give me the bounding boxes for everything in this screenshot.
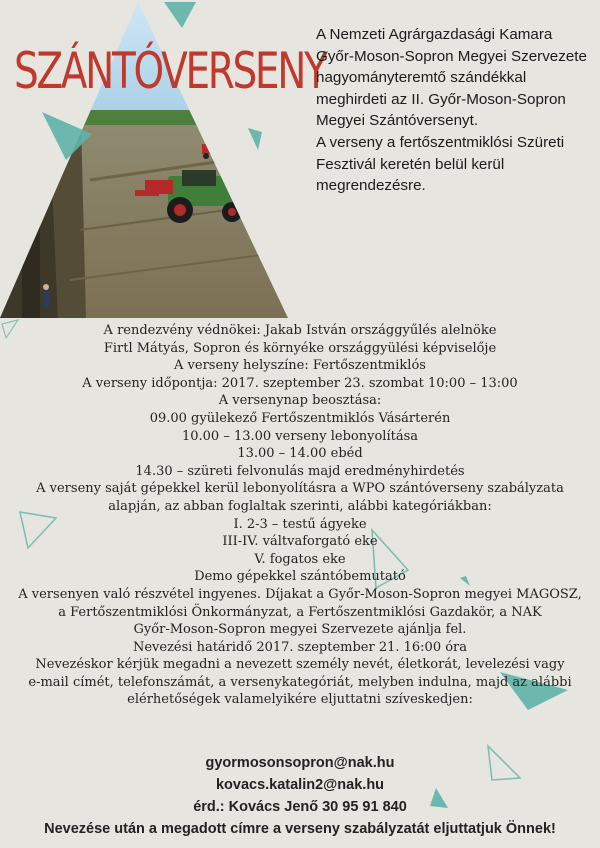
intro-line: megrendezésre. — [316, 177, 426, 195]
email-link-2[interactable]: kovacs.katalin2@nak.hu — [215, 777, 385, 793]
detail-line: 09.00 gyülekező Fertőszentmiklós Vásárterén — [149, 410, 451, 426]
detail-line: V. fogatos eke — [254, 551, 346, 567]
detail-line: elérhetőségek valamelyikére eljuttatni szíveskedjen: — [127, 692, 473, 708]
detail-line: A verseny helyszíne: Fertőszentmiklós — [174, 358, 426, 374]
detail-line: Győr-Moson-Sopron megyei Szervezete ajánlja fel. — [133, 622, 467, 638]
email-link-1[interactable]: gyormosonsopron@nak.hu — [205, 755, 395, 771]
intro-line: A Nemzeti Agrárgazdasági Kamara — [316, 26, 553, 43]
intro-line: Fesztivál keretén belül kerül — [316, 155, 505, 173]
detail-line: A verseny időpontja: 2017. szeptember 23. szombat 10:00 – 13:00 — [82, 375, 518, 391]
event-details — [0, 322, 600, 709]
detail-line: A versenynap beosztása: — [218, 393, 382, 409]
detail-line: 10.00 – 13.00 verseny lebonyolítása — [181, 428, 419, 444]
detail-line: A verseny saját gépekkel kerül lebonyolításra a WPO szántóverseny szabályzata — [36, 481, 564, 497]
intro-line: Megyei Szántóversenyt. — [316, 112, 479, 130]
closing-note: Nevezése után a megadott címre a verseny szabályzatát eljuttatjuk Önnek! — [44, 821, 556, 837]
detail-line: A versenyen való részvétel ingyenes. Díjakat a Győr-Moson-Sopron megyei MAGOSZ, — [18, 586, 582, 602]
detail-line: a Fertőszentmiklósi Önkormányzat, a Fertőszentmiklósi Gazdakör, a NAK — [58, 604, 542, 620]
intro-line: A verseny a fertőszentmiklósi Szüreti — [316, 133, 565, 151]
intro-line: hagyományteremtő szándékkal — [316, 69, 527, 87]
detail-line: e-mail címét, telefonszámát, a versenykategóriát, melyben indulna, majd az alábbi — [28, 674, 572, 690]
page-title: SZÁNTÓVERSENY — [14, 41, 326, 100]
contact-block — [0, 752, 600, 840]
detail-line: Nevezési határidő 2017. szeptember 21. 16:00 óra — [132, 639, 468, 655]
intro-line: meghirdeti az II. Győr-Moson-Sopron — [316, 90, 566, 108]
phone-contact: érd.: Kovács Jenő 30 95 91 840 — [193, 799, 407, 815]
detail-line: Nevezéskor kérjük megadni a nevezett személy nevét, életkorát, levelezési vagy — [35, 657, 565, 673]
detail-line: A rendezvény védnökei: Jakab István országgyűlés alelnöke — [103, 323, 497, 338]
detail-line: alapján, az abban foglaltak szerinti, alábbi kategóriákban: — [108, 498, 492, 514]
detail-line: Demo gépekkel szántóbemutató — [194, 569, 406, 585]
intro-line: Győr-Moson-Sopron Megyei Szervezete — [316, 47, 587, 65]
detail-line: 13.00 – 14.00 ebéd — [237, 446, 363, 462]
detail-line: III-IV. váltvaforgató eke — [222, 534, 378, 550]
detail-line: Firtl Mátyás, Sopron és környéke országgyülési képviselője — [103, 340, 497, 356]
detail-line: I. 2-3 – testű ágyeke — [233, 516, 367, 532]
detail-line: 14.30 – szüreti felvonulás majd eredményhirdetés — [135, 463, 465, 479]
